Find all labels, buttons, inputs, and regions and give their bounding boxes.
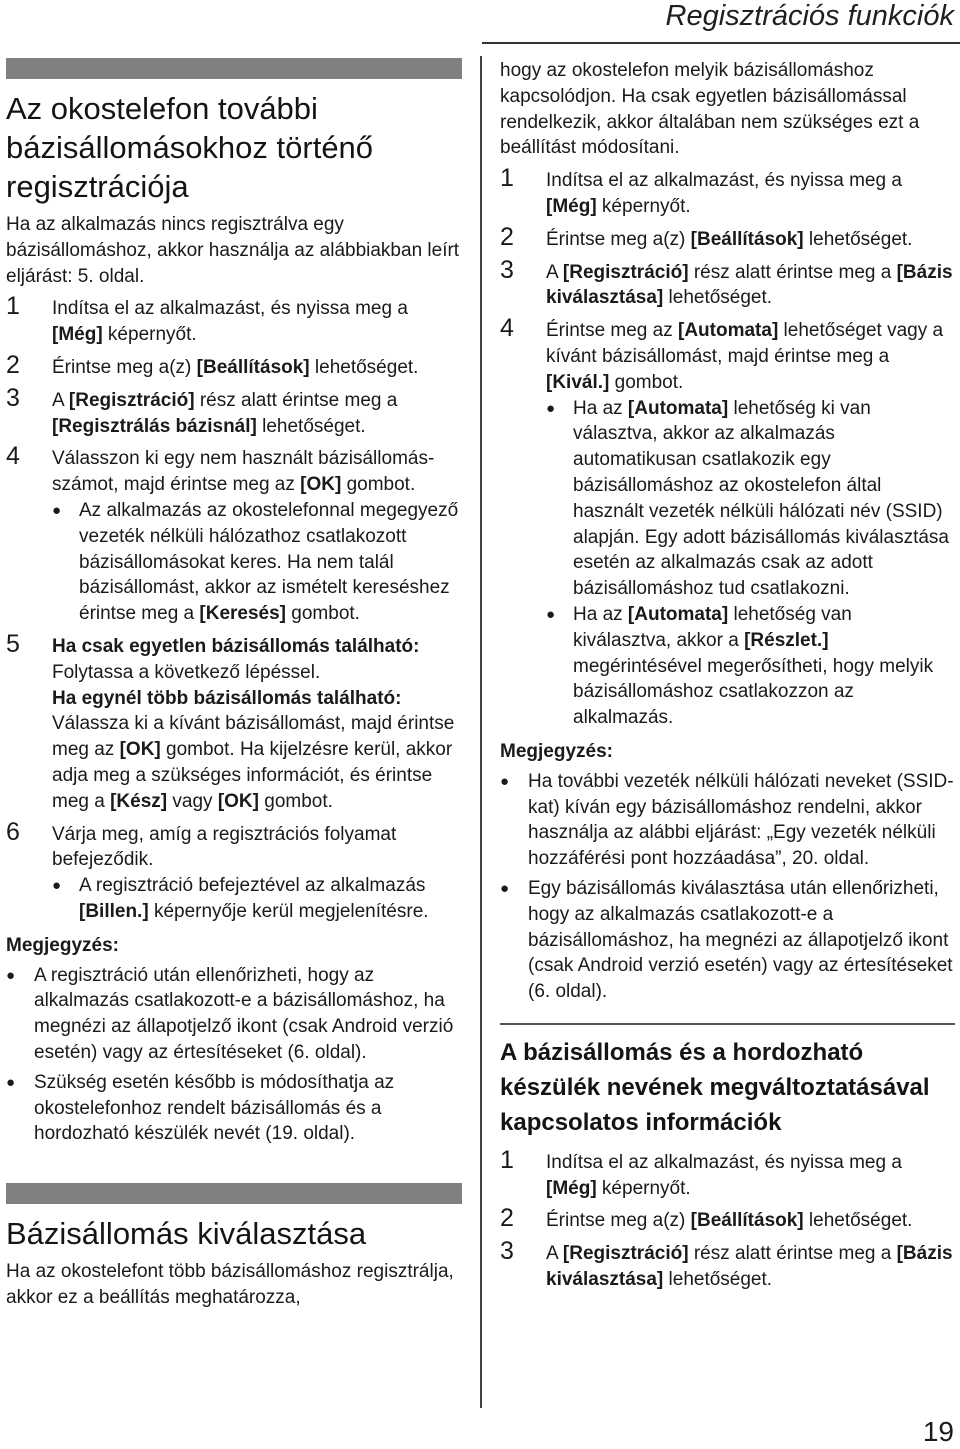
bullet-text: megérintésével megerősítheti, hogy melyik bázisállomáshoz csatlakozzon az alkalmazás. <box>573 655 934 729</box>
step-text: Érintse meg a(z) <box>52 356 197 378</box>
step-bold: [Beállítások] <box>690 228 804 250</box>
bullet-bold: [Billen.] <box>79 900 149 922</box>
note-item: ● Egy bázisállomás kiválasztása után ellenőrizheti, hogy az alkalmazás csatlakozott-e a bázisállomáshoz, ha megnézi az állapotjelző ikont (csak Android verzió esetén) vagy az értesítéseket (6. oldal). <box>500 876 955 1005</box>
step-number: 3 <box>500 1237 514 1266</box>
step-number: 3 <box>500 255 514 284</box>
step-text: Érintse meg a(z) <box>546 1210 691 1232</box>
bullet-item <box>52 498 462 627</box>
step-number: 5 <box>6 629 20 658</box>
step-item <box>500 1145 955 1202</box>
step-item <box>500 314 955 731</box>
step-item <box>500 164 955 220</box>
step-text: Indítsa el az alkalmazást, és nyissa meg a <box>546 1151 902 1173</box>
step-item <box>500 1204 955 1234</box>
condition-text: Folytassa a következő lépéssel. <box>52 661 321 683</box>
bullet-text: Az alkalmazás az okostelefonnal megegyező vezeték nélküli hálózathoz csatlakozott bázisállomásokat keres. Ha nem talál bázisállomást, akkor az ismételt kereséshez érintse meg a <box>79 499 459 625</box>
bullet-text: Ha az <box>573 397 628 419</box>
step-text: képernyőt. <box>596 1177 691 1199</box>
step-number: 4 <box>6 442 20 471</box>
left-column <box>6 58 462 1311</box>
step-bold: [Kész] <box>110 790 168 812</box>
bullet-bold: [Részlet.] <box>744 629 829 651</box>
condition-heading: Ha egynél több bázisállomás található: <box>52 687 402 709</box>
step-text: A <box>52 389 69 411</box>
bullet-text: Ha az <box>573 603 628 625</box>
step-bold: [Automata] <box>678 320 779 342</box>
step-item <box>6 817 462 925</box>
step-item <box>500 222 955 253</box>
step-bold: [Bázis kiválasztása] <box>546 1243 953 1291</box>
step-text: lehetőséget vagy a kívánt bázisállomást, majd érintse meg a <box>546 320 944 367</box>
step-item <box>6 292 462 348</box>
step-bold: [Regisztráció] <box>68 389 195 411</box>
step-number: 1 <box>500 1145 514 1174</box>
step-bold: [OK] <box>300 474 342 496</box>
right-column <box>500 58 955 1293</box>
step-bold: [Regisztráció] <box>562 261 689 283</box>
step-text: Indítsa el az alkalmazást, és nyissa meg a <box>52 298 408 320</box>
step-bold: [Még] <box>52 324 103 346</box>
step-text: Válassza ki a kívánt bázisállomást, majd érintse meg az <box>52 713 455 761</box>
step-text: gombot. <box>609 371 684 393</box>
step-bold: [Bázis kiválasztása] <box>546 261 953 309</box>
bullet-text: lehetőség van kiválasztva, akkor a <box>573 603 852 651</box>
step-number: 2 <box>6 350 20 379</box>
step-bold: [Beállítások] <box>690 1210 804 1232</box>
bullet-bold: [Keresés] <box>199 603 287 625</box>
step-text: gombot. <box>258 790 333 812</box>
step-bold: [Regisztráció] <box>562 1243 689 1265</box>
step-number: 3 <box>6 383 20 412</box>
step-bold: [Még] <box>546 195 597 217</box>
note-label: Megjegyzés: <box>500 740 613 762</box>
step-text: lehetőséget. <box>663 287 773 309</box>
step-number: 2 <box>500 222 514 251</box>
step-text: rész alatt érintse meg a <box>688 261 897 283</box>
continued-text: hogy az okostelefon melyik bázisállomáshoz kapcsolódjon. Ha csak egyetlen bázisállomással rendelkezik, akkor általában nem szükséges ezt a beállítást módosítani. <box>500 60 920 159</box>
step-text: lehetőséget. <box>256 415 366 437</box>
step-number: 6 <box>6 817 20 846</box>
page-number: 19 <box>922 1416 954 1447</box>
bullet-text: A regisztráció befejeztével az alkalmazás <box>79 875 426 897</box>
step-number: 1 <box>6 292 20 321</box>
step-number: 4 <box>500 314 514 343</box>
step-item <box>500 255 955 312</box>
step-number: 1 <box>500 164 514 193</box>
note-item: ● A regisztráció után ellenőrizheti, hogy az alkalmazás csatlakozott-e a bázisállomáshoz, ha megnézi az állapotjelző ikont (csak Android verzió esetén) vagy az értesítéseket (6. oldal). <box>6 963 462 1066</box>
column-divider <box>480 56 482 1408</box>
section-title: Az okostelefon további bázisállomásokhoz történő regisztrációja <box>6 91 374 204</box>
step-text: rész alatt érintse meg a <box>194 389 398 411</box>
step-number: 2 <box>500 1204 514 1233</box>
note-label: Megjegyzés: <box>6 934 119 956</box>
section-intro: Ha az okostelefont több bázisállomáshoz regisztrálja, akkor ez a beállítás meghatározza, <box>6 1261 454 1308</box>
section-bar <box>6 58 462 79</box>
step-bold: [Beállítások] <box>196 356 310 378</box>
step-text: Érintse meg a(z) <box>546 228 691 250</box>
running-header-title: Regisztrációs funkciók <box>665 0 954 32</box>
step-text: lehetőséget. <box>663 1269 773 1291</box>
section-bar <box>500 1023 955 1025</box>
step-bold: [Regisztrálás bázisnál] <box>52 415 257 437</box>
bullet-item <box>52 873 462 925</box>
step-bold: [OK] <box>119 739 161 761</box>
bullet-bold: [Automata] <box>627 603 729 625</box>
step-text: lehetőséget. <box>803 228 913 250</box>
step-bold: [Kivál.] <box>546 371 610 393</box>
step-item <box>6 350 462 381</box>
step-text: Érintse meg az <box>546 320 678 342</box>
step-text: Indítsa el az alkalmazást, és nyissa meg a <box>546 170 902 192</box>
bullet-item <box>546 602 955 731</box>
condition-text <box>52 711 462 814</box>
section-bar <box>6 1183 462 1204</box>
step-text: képernyőt. <box>596 195 691 217</box>
header-rule <box>482 42 960 44</box>
step-text: lehetőséget. <box>309 356 419 378</box>
step-bold: [OK] <box>217 790 259 812</box>
section-intro: Ha az alkalmazás nincs regisztrálva egy bázisállomáshoz, akkor használja az alábbiakban leírt eljárást: 5. oldal. <box>6 214 460 287</box>
step-text: Várja meg, amíg a regisztrációs folyamat befejeződik. <box>52 823 397 871</box>
note-item: ● Ha további vezeték nélküli hálózati neveket (SSID-kat) kíván egy bázisállomáshoz rendelni, akkor használja az alábbi eljárást: „Egy vezeték nélküli hozzáférési pont hozzáadása”, 20. oldal. <box>500 769 955 872</box>
bullet-bold: [Automata] <box>627 397 729 419</box>
section-title: A bázisállomás és a hordozható készülék nevének megváltoztatásával kapcsolatos információk <box>500 1038 930 1136</box>
step-item <box>500 1237 955 1293</box>
bullet-text: gombot. <box>286 603 360 625</box>
note-item: ● Szükség esetén később is módosíthatja az okostelefonhoz rendelt bázisállomás és a hordozható készülék nevét (19. oldal). <box>6 1070 462 1147</box>
bullet-item <box>546 396 955 602</box>
bullet-text: képernyője kerül megjelenítésre. <box>148 900 429 922</box>
step-text: A <box>546 1243 563 1265</box>
step-text: gombot. <box>341 474 416 496</box>
step-bold: [Még] <box>546 1177 597 1199</box>
step-text: lehetőséget. <box>803 1210 913 1232</box>
step-item <box>6 629 462 815</box>
step-item <box>6 383 462 440</box>
bullet-text: lehetőség ki van választva, akkor az alkalmazás automatikusan csatlakozik egy bázisállomáshoz az okostelefon által használt vezeték nélküli hálózati név (SSID) alapján. Egy adott bázisállomás kiválasztása esetén az alkalmazás csak az adott bázisállomáshoz tud csatlakozni. <box>573 397 949 600</box>
step-text: vagy <box>167 790 218 812</box>
section-title: Bázisállomás kiválasztása <box>6 1216 367 1252</box>
condition-heading: Ha csak egyetlen bázisállomás található: <box>52 635 420 657</box>
step-text: A <box>546 261 563 283</box>
step-item <box>6 442 462 627</box>
step-text: rész alatt érintse meg a <box>688 1243 897 1265</box>
step-text: gombot. Ha kijelzésre kerül, akkor adja meg a szükséges információt, és érintse meg a <box>52 739 453 812</box>
step-text: Válasszon ki egy nem használt bázisállomás-számot, majd érintse meg az <box>52 448 435 496</box>
step-text: képernyőt. <box>102 324 197 346</box>
